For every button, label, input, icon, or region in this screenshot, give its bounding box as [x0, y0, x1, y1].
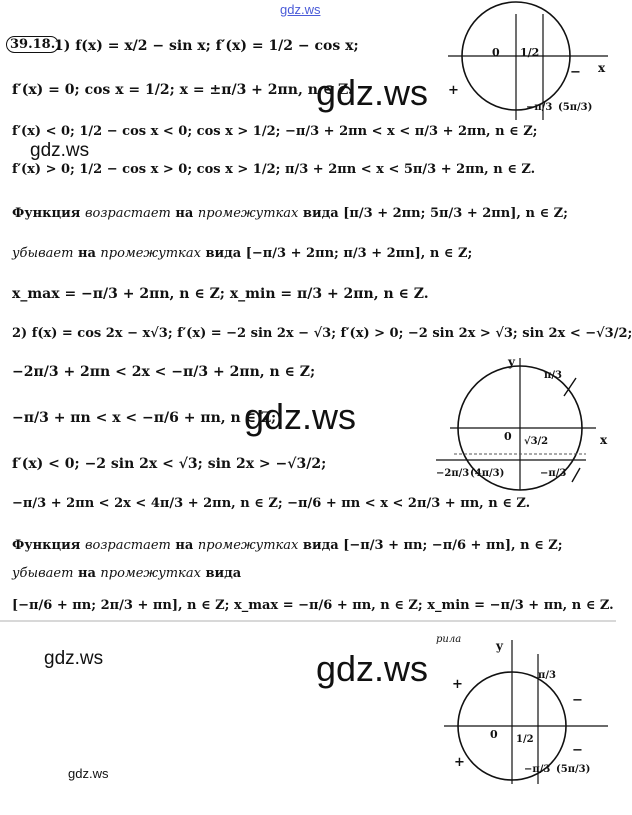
handwritten-word: убывает: [12, 246, 74, 261]
text-line-14: [12, 566, 241, 581]
interval-text: вида [π/3 + 2πn; 5π/3 + 2πn], n ∈ Z;: [302, 206, 568, 221]
five-pi-3-label: (5π/3): [558, 102, 593, 113]
minus-sign: −: [572, 743, 583, 758]
watermark-small: gdz.ws: [68, 766, 109, 781]
handwritten-scribble: рила: [436, 634, 462, 645]
neg-pi-3-label: −π/3: [540, 468, 567, 479]
word-na: на: [77, 566, 96, 581]
y-axis-label: y: [496, 639, 503, 653]
text-line-5: [12, 206, 568, 221]
watermark-large: gdz.ws: [316, 648, 429, 689]
word-funktsiya: Функция: [12, 206, 81, 221]
text-line-12: −π/3 + 2πn < 2x < 4π/3 + 2πn, n ∈ Z; −π/6 + πn < x < 2π/3 + πn, n ∈ Z.: [12, 496, 531, 511]
pi-3-label: π/3: [538, 670, 556, 681]
interval-text: вида [−π/3 + 2πn; π/3 + 2πn], n ∈ Z;: [205, 246, 473, 261]
handwritten-word: возрастает: [84, 206, 171, 221]
text-line-9: −2π/3 + 2πn < 2x < −π/3 + 2πn, n ∈ Z;: [12, 364, 316, 380]
y-axis-label: y: [508, 355, 515, 369]
text-line-15: [−π/6 + πn; 2π/3 + πn], n ∈ Z; x_max = −π/6 + πn, n ∈ Z; x_min = −π/3 + πn, n ∈ Z.: [12, 598, 614, 613]
x-axis-label: x: [600, 433, 608, 447]
handwritten-word: промежутках: [100, 566, 201, 581]
minus-sign: −: [572, 693, 583, 708]
plus-sign: +: [454, 755, 465, 770]
text-line-1: 1) f(x) = x/2 − sin x; f′(x) = 1/2 − cos x;: [54, 38, 359, 54]
neg-pi-3-label: −π/3: [524, 764, 551, 775]
word-na: на: [175, 538, 194, 553]
watermark-large: gdz.ws: [316, 72, 429, 113]
unit-circle-diagram-2: [436, 350, 612, 492]
handwritten-word: возрастает: [84, 538, 171, 553]
origin-label: 0: [490, 728, 498, 741]
text-line-6: [12, 246, 472, 261]
text-line-11: f′(x) < 0; −2 sin 2x < √3; sin 2x > −√3/2;: [12, 456, 327, 472]
page-divider: [0, 620, 616, 622]
handwritten-word: убывает: [12, 566, 74, 581]
text-line-4: f′(x) > 0; 1/2 − cos x > 0; cos x > 1/2; π/3 + 2πn < x < 5π/3 + 2πn, n ∈ Z.: [12, 162, 536, 177]
plus-sign: +: [448, 83, 459, 98]
unit-circle-diagram-1: [448, 14, 616, 122]
watermark-medium: gdz.ws: [30, 140, 90, 161]
word-na: на: [175, 206, 194, 221]
word-na: на: [77, 246, 96, 261]
text-line-2: f′(x) = 0; cos x = 1/2; x = ±π/3 + 2πn, n ∈ Z.: [12, 82, 353, 98]
unit-circle-diagram-3: [436, 634, 612, 784]
text-line-10: −π/3 + πn < x < −π/6 + πn, n ∈ Z;: [12, 410, 277, 426]
word-funktsiya: Функция: [12, 538, 81, 553]
plus-sign: +: [452, 677, 463, 692]
handwritten-word: промежутках: [197, 538, 299, 553]
arrow: [572, 468, 580, 482]
pi-3-label: π/3: [544, 370, 562, 381]
origin-label: 0: [504, 430, 512, 443]
text-line-13: [12, 538, 563, 553]
text-line-8: 2) f(x) = cos 2x − x√3; f′(x) = −2 sin 2x − √3; f′(x) > 0; −2 sin 2x > √3; sin 2x < −√3/2;: [12, 326, 632, 341]
problem-number: 39.18.: [6, 36, 59, 53]
handwritten-word: промежутках: [197, 206, 299, 221]
sqrt3-2-label: √3/2: [524, 436, 549, 447]
five-pi-3-label: (5π/3): [556, 764, 591, 775]
origin-label: 0: [492, 46, 500, 59]
neg-pi-3-label: −π/3: [526, 102, 553, 113]
text-line-3: f′(x) < 0; 1/2 − cos x < 0; cos x > 1/2; −π/3 + 2πn < x < π/3 + 2πn, n ∈ Z;: [12, 124, 538, 139]
watermark-large: gdz.ws: [244, 396, 357, 437]
half-label: 1/2: [516, 734, 534, 745]
handwritten-word: промежутках: [100, 246, 201, 261]
text-line-7: x_max = −π/3 + 2πn, n ∈ Z; x_min = π/3 + 2πn, n ∈ Z.: [12, 286, 429, 302]
watermark-top[interactable]: gdz.ws: [280, 2, 321, 17]
word-vida: вида: [205, 566, 242, 581]
minus-sign: −: [570, 65, 581, 80]
four-pi-3-label: (4π/3): [470, 468, 505, 479]
interval-text: вида [−π/3 + πn; −π/6 + πn], n ∈ Z;: [302, 538, 563, 553]
half-label: 1/2: [520, 46, 540, 59]
neg-2pi-3-label: −2π/3: [436, 468, 470, 479]
x-axis-label: x: [598, 61, 606, 75]
watermark-medium: gdz.ws: [44, 648, 104, 669]
